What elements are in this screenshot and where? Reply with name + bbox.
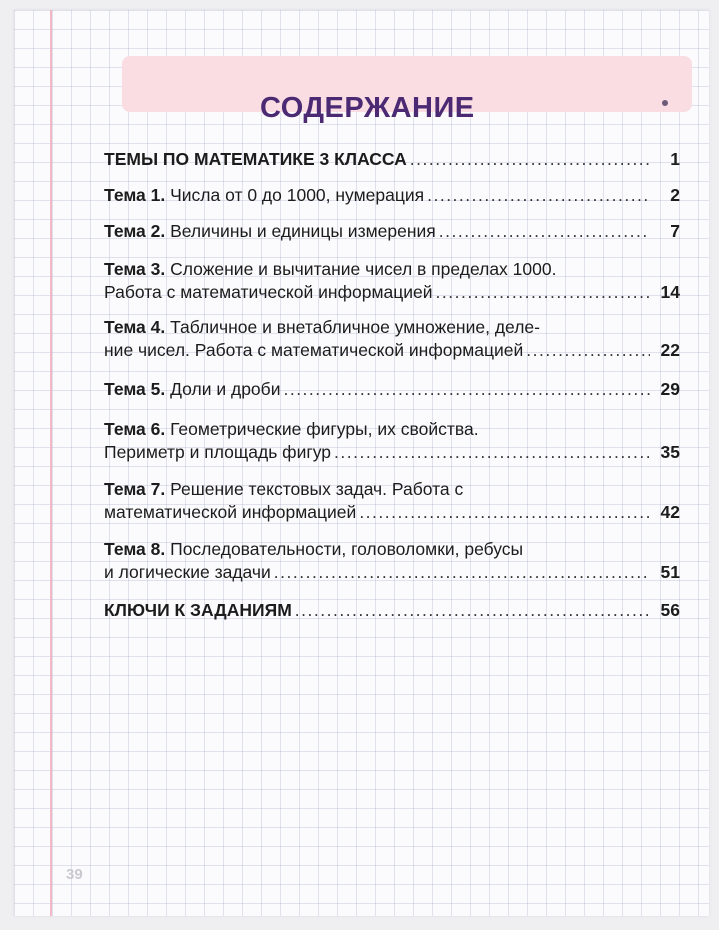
- toc-page-number: 29: [660, 379, 680, 399]
- toc-entry-title-cont: математической информацией: [104, 502, 357, 522]
- toc-leader-dots: [439, 220, 650, 243]
- toc-page-number: 35: [660, 442, 680, 462]
- toc-entry-intro[interactable]: [104, 148, 680, 171]
- toc-entry-title: Геометрические фигуры, их свойства.: [170, 419, 479, 439]
- toc-entry-title-cont: Периметр и площадь фигур: [104, 442, 332, 462]
- toc-entry-answers[interactable]: [104, 599, 680, 622]
- toc-page-number: 2: [670, 185, 680, 205]
- ink-dot: [662, 100, 668, 106]
- toc-leader-dots: [295, 599, 650, 622]
- toc-page-number: 14: [660, 282, 680, 302]
- toc-entry-title: Доли и дроби: [170, 379, 281, 399]
- toc-entry-title: Величины и единицы измерения: [170, 221, 436, 241]
- toc-entry-title: Сложение и вычитание чисел в пределах 1000.: [170, 259, 557, 279]
- toc-entry-title: КЛЮЧИ К ЗАДАНИЯМ: [104, 600, 292, 620]
- toc-leader-dots: [436, 281, 650, 304]
- toc-entry-topic-3[interactable]: [104, 258, 680, 304]
- toc-entry-title: Числа от 0 до 1000, нумерация: [170, 185, 425, 205]
- toc-topic-label: Тема 6.: [104, 419, 166, 439]
- toc-page-number: 51: [660, 562, 680, 582]
- page-title: СОДЕРЖАНИЕ: [260, 92, 475, 124]
- page-number: 39: [66, 866, 83, 883]
- notebook-margin-line: [50, 10, 52, 916]
- toc-entry-topic-6[interactable]: [104, 418, 680, 464]
- toc-entry-title: Последовательности, головоломки, ребусы: [170, 539, 524, 559]
- toc-page-number: 22: [660, 340, 680, 360]
- toc-topic-label: Тема 4.: [104, 317, 166, 337]
- toc-leader-dots: [427, 184, 650, 207]
- toc-topic-label: Тема 1.: [104, 185, 166, 205]
- toc-leader-dots: [334, 441, 650, 464]
- toc-page-number: 1: [670, 149, 680, 169]
- toc-entry-title: Табличное и внетабличное умножение, деле-: [170, 317, 540, 337]
- toc-entry-topic-2[interactable]: [104, 220, 680, 243]
- toc-topic-label: Тема 2.: [104, 221, 166, 241]
- toc-entry-title: ТЕМЫ ПО МАТЕМАТИКЕ 3 КЛАССА: [104, 149, 407, 169]
- toc-topic-label: Тема 7.: [104, 479, 166, 499]
- toc-entry-topic-8[interactable]: [104, 538, 680, 584]
- toc-entry-topic-5[interactable]: [104, 378, 680, 401]
- toc-entry-topic-7[interactable]: [104, 478, 680, 524]
- toc-entry-title-cont: ние чисел. Работа с математической информацией: [104, 340, 524, 360]
- toc-entry-topic-1[interactable]: [104, 184, 680, 207]
- toc-leader-dots: [359, 501, 650, 524]
- toc-page-number: 42: [660, 502, 680, 522]
- toc-leader-dots: [283, 378, 650, 401]
- toc-entry-title-cont: и логические задачи: [104, 562, 271, 582]
- toc-entry-title-cont: Работа с математической информацией: [104, 282, 433, 302]
- toc-leader-dots: [410, 148, 650, 171]
- toc-page-number: 7: [670, 221, 680, 241]
- toc-leader-dots: [526, 339, 650, 362]
- toc-page-number: 56: [660, 600, 680, 620]
- toc-entry-title: Решение текстовых задач. Работа с: [170, 479, 464, 499]
- book-page: [14, 10, 709, 916]
- toc-topic-label: Тема 5.: [104, 379, 166, 399]
- toc-entry-topic-4[interactable]: [104, 316, 680, 362]
- toc-topic-label: Тема 3.: [104, 259, 166, 279]
- toc-topic-label: Тема 8.: [104, 539, 166, 559]
- toc-leader-dots: [274, 561, 650, 584]
